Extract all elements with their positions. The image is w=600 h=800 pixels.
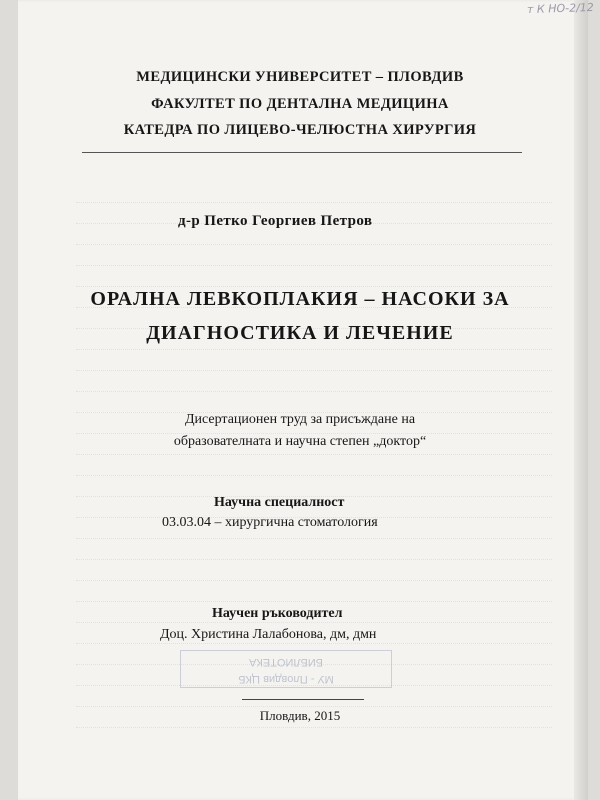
- thesis-title-line-2: ДИАГНОСТИКА И ЛЕЧЕНИЕ: [146, 322, 454, 344]
- dissertation-line-2: образователната и научна степен „доктор“: [173, 434, 427, 449]
- stamp-line-1: МУ - Пловдив ЦКБ: [238, 673, 334, 685]
- supervisor-label: Научен ръководител: [212, 606, 343, 621]
- page-edge-shadow: [574, 0, 588, 800]
- place-and-year: Пловдив, 2015: [259, 708, 341, 723]
- supervisor-value: Доц. Христина Лалабонова, дм, дмн: [160, 627, 377, 642]
- author-name: д-р Петко Георгиев Петров: [178, 213, 373, 229]
- specialty-value: 03.03.04 – хирургична стоматология: [162, 515, 378, 530]
- faculty-name: ФАКУЛТЕТ ПО ДЕНТАЛНА МЕДИЦИНА: [151, 96, 449, 112]
- stamp-line-2: БИБЛИОТЕКА: [249, 656, 323, 668]
- header-divider: [82, 152, 522, 153]
- library-stamp: [180, 650, 392, 688]
- department-name: КАТЕДРА ПО ЛИЦЕВО-ЧЕЛЮСТНА ХИРУРГИЯ: [123, 122, 477, 138]
- university-name: МЕДИЦИНСКИ УНИВЕРСИТЕТ – ПЛОВДИВ: [136, 69, 464, 85]
- dissertation-line-1: Дисертационен труд за присъждане на: [184, 412, 416, 427]
- footer-divider: [242, 699, 364, 700]
- specialty-label: Научна специалност: [214, 495, 345, 510]
- show-through-contents: [76, 182, 566, 728]
- thesis-title-line-1: ОРАЛНА ЛЕВКОПЛАКИЯ – НАСОКИ ЗА: [90, 288, 510, 310]
- handwritten-corner-note: т К НО-2/12: [526, 0, 595, 17]
